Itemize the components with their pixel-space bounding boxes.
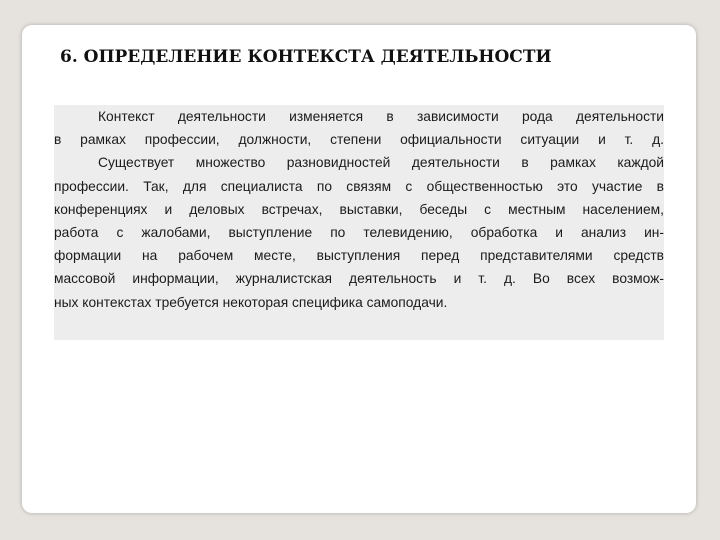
text-line: конференциях и деловых встречах, выставки, беседы с местным населением,	[54, 201, 664, 217]
text-line: профессии. Так, для специалиста по связям с общественностью это участие в	[54, 178, 664, 194]
text-line: формации на рабочем месте, выступления перед представителями средств	[54, 248, 664, 264]
scanned-text-block	[54, 105, 664, 340]
text-line: работа с жалобами, выступление по телевидению, обработка и анализ ин-	[54, 224, 664, 240]
slide-title: 6. ОПРЕДЕЛЕНИЕ КОНТЕКСТА ДЕЯТЕЛЬНОСТИ	[60, 47, 552, 67]
text-line: Контекст деятельности изменяется в зависимости рода деятельности	[98, 109, 664, 124]
text-line: ных контекстах требуется некоторая специфика самоподачи.	[54, 294, 448, 310]
slide-card	[22, 25, 696, 513]
text-line: Существует множество разновидностей деятельности в рамках каждой	[98, 155, 664, 171]
text-line: в рамках профессии, должности, степени официальности ситуации и т. д.	[54, 132, 664, 148]
text-line: массовой информации, журналистская деятельность и т. д. Во всех возмож-	[54, 271, 664, 287]
